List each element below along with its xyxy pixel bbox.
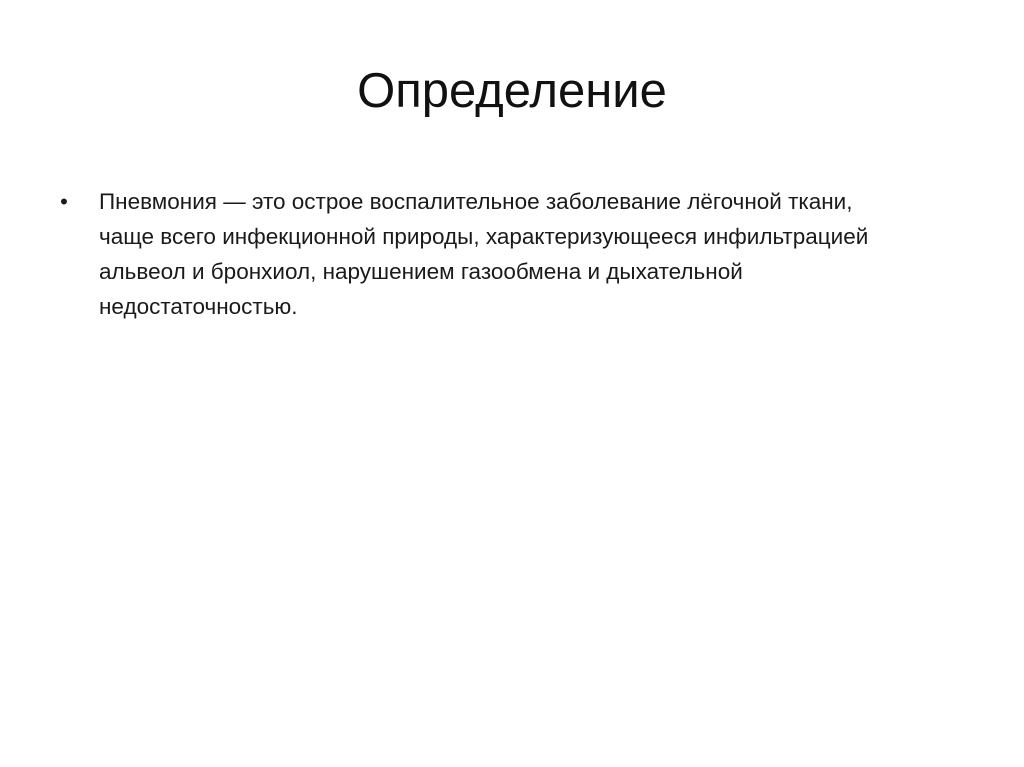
bullet-item <box>58 184 918 324</box>
bullet-dot-icon: • <box>60 189 68 214</box>
slide-title: Определение <box>357 64 667 118</box>
bullet-text: Пневмония — это острое воспалительное заболевание лёгочной ткани, чаще всего инфекционной природы, характеризующееся инфильтрацией альвеол и бронхиол, нарушением газообмена и дыхательной недостаточностью. <box>99 189 869 319</box>
bullet-list <box>58 184 918 324</box>
